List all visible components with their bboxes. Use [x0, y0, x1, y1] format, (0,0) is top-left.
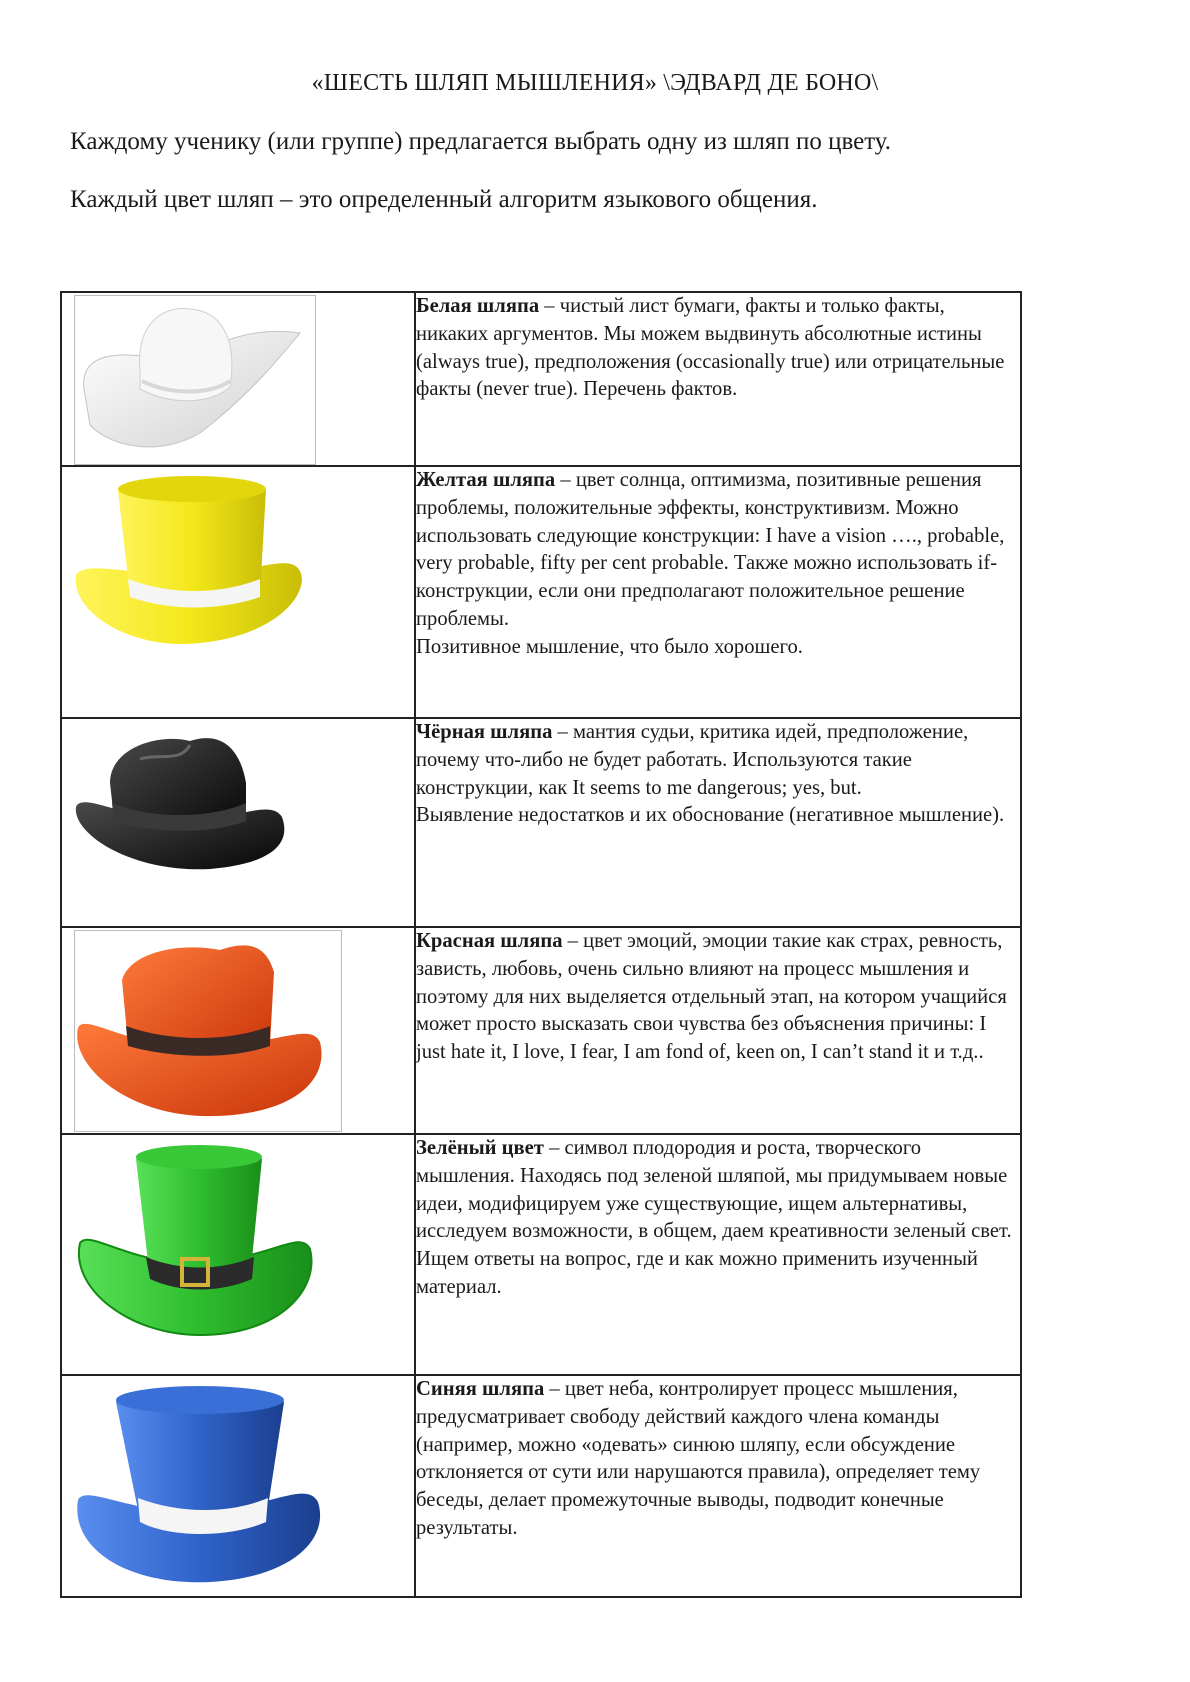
- hat-name: Красная шляпа: [416, 930, 563, 952]
- table-row-white-hat: [61, 292, 1021, 466]
- intro-line-2: Каждый цвет шляп – это определенный алгоритм языкового общения.: [70, 186, 818, 213]
- table-row-black-hat: [61, 718, 1021, 927]
- intro-line-1: Каждому ученику (или группе) предлагается выбрать одну из шляп по цвету.: [70, 128, 892, 155]
- black-hat-icon: [70, 723, 300, 883]
- hat-description: [415, 292, 1021, 466]
- hat-image-cell: [61, 466, 415, 718]
- hat-name: Белая шляпа: [416, 295, 540, 317]
- table-row-yellow-hat: [61, 466, 1021, 718]
- hat-text: – символ плодородия и роста, творческого мышления. Находясь под зеленой шляпой, мы придумываем новые идеи, модифицируем уже существующие, ищем альтернативы, исследуем возможности, в общем, даем креативности зеленый свет. Ищем ответы на вопрос, где и как можно применить изученный материал.: [416, 1137, 1012, 1298]
- hat-image-cell: [61, 1375, 415, 1597]
- hat-text: – цвет эмоций, эмоции такие как страх, ревность, зависть, любовь, очень сильно влияют на процесс мышления и поэтому для них выделяется отдельный этап, на котором учащийся может просто высказать свои чувства без объяснения причины: I just hate it, I love, I fear, I am fond of, keen on, I can’t stand it и т.д..: [416, 930, 1007, 1064]
- hat-description: [415, 927, 1021, 1134]
- blue-hat-icon: [70, 1380, 340, 1590]
- hat-summary: Выявление недостатков и их обоснование (негативное мышление).: [416, 804, 1005, 827]
- page-title: «ШЕСТЬ ШЛЯП МЫШЛЕНИЯ» \ЭДВАРД ДЕ БОНО\: [311, 70, 879, 96]
- white-hat-icon: [70, 297, 330, 462]
- hat-text: – цвет солнца, оптимизма, позитивные решения проблемы, положительные эффекты, конструктивизм. Можно использовать следующие конструкции: I have a vision …., probable, very probable, fifty per cent probable. Также можно использовать if-конструкции, если они предполагают положительное решение проблемы.: [416, 469, 1005, 630]
- hat-name: Чёрная шляпа: [416, 721, 553, 743]
- hat-description: [415, 1375, 1021, 1597]
- hat-description: [415, 466, 1021, 718]
- hat-text: – цвет неба, контролирует процесс мышления, предусматривает свободу действий каждого члена команды (например, можно «одевать» синюю шляпу, если обсуждение отклоняется от сути или нарушаются правила), определяет тему беседы, делает промежуточные выводы, подводит конечные результаты.: [416, 1378, 981, 1539]
- table-row-red-hat: [61, 927, 1021, 1134]
- hat-image-cell: [61, 927, 415, 1134]
- hat-description: [415, 718, 1021, 927]
- hat-name: Желтая шляпа: [416, 469, 556, 491]
- hat-image-cell: [61, 718, 415, 927]
- hats-table: [60, 291, 1022, 1598]
- hat-text: – мантия судьи, критика идей, предположение, почему что-либо не будет работать. Используются такие конструкции, как It seems to me dangerous; yes, but.: [416, 721, 969, 799]
- hat-image-cell: [61, 1134, 415, 1375]
- yellow-hat-icon: [70, 471, 330, 661]
- hat-image-cell: [61, 292, 415, 466]
- green-hat-icon: [70, 1139, 330, 1354]
- hat-summary: Позитивное мышление, что было хорошего.: [416, 635, 803, 658]
- hat-name: Синяя шляпа: [416, 1378, 545, 1400]
- table-row-green-hat: [61, 1134, 1021, 1375]
- red-hat-icon: [70, 932, 340, 1127]
- table-row-blue-hat: [61, 1375, 1021, 1597]
- hat-text: – чистый лист бумаги, факты и только факты, никаких аргументов. Мы можем выдвинуть абсолютные истины (always true), предположения (occasionally true) или отрицательные факты (never true). Перечень фактов.: [416, 295, 1005, 401]
- hat-description: [415, 1134, 1021, 1375]
- hat-name: Зелёный цвет: [416, 1137, 544, 1159]
